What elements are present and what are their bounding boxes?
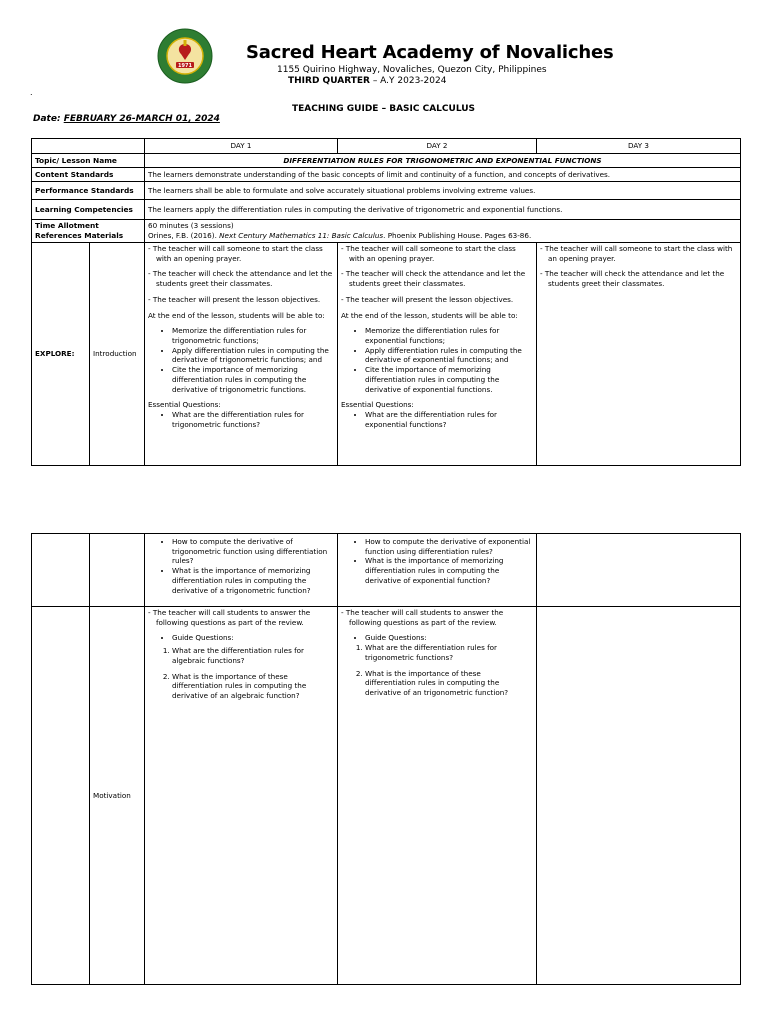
topic-label: Topic/ Lesson Name (32, 154, 145, 168)
performance-standards-row (32, 182, 741, 200)
day1-guide-label-list (148, 633, 334, 643)
stray-mark: . (30, 88, 33, 97)
content-standards-value: The learners demonstrate understanding of the basic concepts of limit and continuity of a function, and concepts of derivatives. (145, 168, 741, 182)
day3-header: DAY 3 (537, 139, 741, 154)
school-seal-logo (157, 28, 213, 84)
references-author: Orines, F.B. (2016). (148, 230, 220, 240)
references-publisher: . Phoenix Publishing House. Pages 63-86. (383, 230, 532, 240)
date-value: FEBRUARY 26-MARCH 01, 2024 (63, 114, 220, 124)
references-book-title: Next Century Mathematics 11: Basic Calculus (219, 230, 384, 240)
teaching-guide-table-continued (31, 533, 741, 985)
document-title: TEACHING GUIDE – BASIC CALCULUS (292, 104, 476, 114)
day1-intro-attendance: - The teacher will check the attendance and let the students greet their classmates. (148, 269, 333, 289)
time-references-value (145, 220, 741, 243)
day1-introduction-cell (145, 242, 338, 465)
day2-intro-attendance: - The teacher will check the attendance and let the students greet their classmates. (341, 269, 526, 289)
list-item: 1. What are the differentiation rules for trigonometric functions? (365, 643, 533, 662)
day1-intro-end-lesson: At the end of the lesson, students will be able to: (148, 310, 325, 320)
school-address: 1155 Quirino Highway, Novaliches, Quezon City, Philippines (277, 65, 547, 75)
explore-label: EXPLORE: (32, 242, 90, 465)
list-item: 2. What is the importance of these differentiation rules in computing the derivative of an trigonometric function? (365, 669, 533, 698)
references-label: References Materials (35, 230, 124, 240)
quarter-line (288, 76, 446, 86)
performance-standards-value: The learners shall be able to formulate and solve accurately situational problems involving extreme values. (145, 182, 741, 200)
content-standards-row (32, 168, 741, 182)
motivation-label: Motivation (90, 607, 145, 985)
empty-explore-cell (32, 607, 90, 985)
introduction-continued-row (32, 534, 741, 607)
day1-essential-questions-continued (148, 537, 334, 595)
logo-year: 1971 (178, 63, 192, 69)
list-item: • Memorize the differentiation rules for trigonometric functions; (172, 326, 334, 345)
day-header-row (32, 139, 741, 154)
school-name: Sacred Heart Academy of Novaliches (246, 42, 614, 63)
list-item: • What are the differentiation rules for trigonometric functions? (172, 410, 334, 429)
day3-introduction-cell (537, 242, 741, 465)
list-item: • Cite the importance of memorizing differentiation rules in computing the derivative of exponential functions. (365, 365, 533, 394)
day2-intro-end-lesson: At the end of the lesson, students will be able to: (341, 310, 518, 320)
time-allotment-label: Time Allotment (35, 221, 99, 230)
day2-essential-questions-label: Essential Questions: (341, 400, 414, 410)
list-item: • How to compute the derivative of exponential function using differentiation rules? (365, 537, 533, 556)
introduction-row (32, 242, 741, 465)
time-references-row (32, 220, 741, 243)
day2-essential-questions-continued (341, 537, 533, 586)
day2-motivation-review: - The teacher will call students to answer the following questions as part of the review. (341, 608, 504, 627)
day1-header: DAY 1 (145, 139, 338, 154)
day1-guide-questions-label: • Guide Questions: (172, 633, 334, 643)
day1-intro-prayer: - The teacher will call someone to start the class with an opening prayer. (148, 243, 323, 263)
list-item: • What is the importance of memorizing differentiation rules in computing the derivative of exponential function? (365, 556, 533, 585)
time-allotment-value: 60 minutes (3 sessions) (148, 221, 234, 231)
academic-year: – A.Y 2023-2024 (369, 76, 447, 86)
day1-objectives-list (148, 326, 334, 394)
day2-motivation-cell (338, 607, 537, 985)
date-label: Date: (33, 114, 64, 124)
day1-intro-objectives: - The teacher will present the lesson objectives. (148, 294, 321, 304)
list-item: • Apply differentiation rules in computing the derivative of trigonometric functions; and (172, 346, 334, 365)
performance-standards-label: Performance Standards (32, 182, 145, 200)
time-references-label (32, 220, 145, 243)
list-item: 1. What are the differentiation rules for algebraic functions? (172, 646, 334, 665)
day2-objectives-list (341, 326, 533, 394)
date-line (33, 114, 220, 124)
day2-guide-questions-label: • Guide Questions: (365, 633, 533, 643)
empty-header-cell (32, 139, 145, 154)
day3-intro-prayer: - The teacher will call someone to start the class with an opening prayer. (540, 243, 733, 263)
day2-intro-objectives: - The teacher will present the lesson objectives. (341, 294, 514, 304)
day2-guide-label-list (341, 633, 533, 643)
empty-explore-cell (32, 534, 90, 607)
day2-header: DAY 2 (338, 139, 537, 154)
day3-motivation-cell (537, 607, 741, 985)
empty-phase-cell (90, 534, 145, 607)
day3-introduction-continued (537, 534, 741, 607)
day1-essential-questions-label: Essential Questions: (148, 400, 221, 410)
teaching-guide-table (31, 138, 741, 466)
list-item: 2. What is the importance of these differentiation rules in computing the derivative of an algebraic function? (172, 672, 334, 701)
day2-introduction-continued (338, 534, 537, 607)
day1-guide-questions-list (148, 646, 334, 701)
learning-competencies-value: The learners apply the differentiation rules in computing the derivative of trigonometric and exponential functions. (145, 200, 741, 220)
day1-essential-questions-list (148, 410, 334, 429)
day1-motivation-review: - The teacher will call students to answer the following questions as part of the review. (148, 608, 311, 627)
learning-competencies-label: Learning Competencies (32, 200, 145, 220)
topic-value: DIFFERENTIATION RULES FOR TRIGONOMETRIC AND EXPONENTIAL FUNCTIONS (145, 154, 741, 168)
learning-competencies-row (32, 200, 741, 220)
motivation-row (32, 607, 741, 985)
list-item: • What are the differentiation rules for exponential functions? (365, 410, 533, 429)
day1-motivation-cell (145, 607, 338, 985)
day2-introduction-cell (338, 242, 537, 465)
day1-introduction-continued (145, 534, 338, 607)
quarter-label: THIRD QUARTER (288, 76, 370, 86)
list-item: • How to compute the derivative of trigonometric function using differentiation rules? (172, 537, 334, 566)
day2-essential-questions-list (341, 410, 533, 429)
introduction-label: Introduction (90, 242, 145, 465)
day3-intro-attendance: - The teacher will check the attendance and let the students greet their classmates. (540, 269, 725, 289)
list-item: • Apply differentiation rules in computing the derivative of exponential functions; and (365, 346, 533, 365)
day2-intro-prayer: - The teacher will call someone to start the class with an opening prayer. (341, 243, 516, 263)
list-item: • What is the importance of memorizing differentiation rules in computing the derivative of a trigonometric function? (172, 566, 334, 595)
references-value (148, 231, 737, 241)
list-item: • Memorize the differentiation rules for exponential functions; (365, 326, 533, 345)
day2-guide-questions-list (341, 643, 533, 698)
list-item: • Cite the importance of memorizing differentiation rules in computing the derivative of trigonometric functions. (172, 365, 334, 394)
content-standards-label: Content Standards (32, 168, 145, 182)
topic-row (32, 154, 741, 168)
